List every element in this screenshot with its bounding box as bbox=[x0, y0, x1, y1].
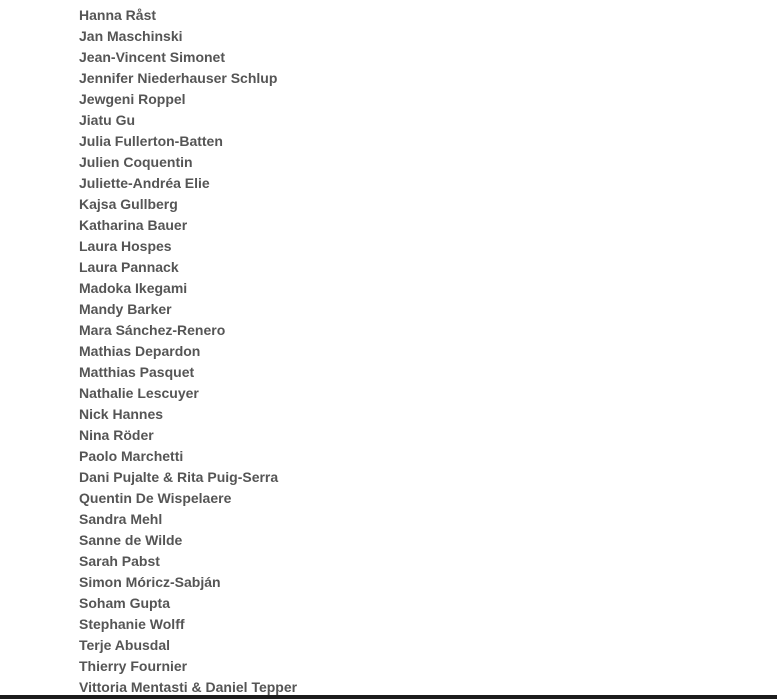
photographer-name-link[interactable]: Sanne de Wilde bbox=[79, 532, 183, 548]
photographer-name-link[interactable]: Julia Fullerton-Batten bbox=[79, 133, 223, 149]
list-item bbox=[79, 446, 297, 467]
list-item bbox=[79, 509, 297, 530]
list-item bbox=[79, 299, 297, 320]
photographer-name-link[interactable]: Dani Pujalte & Rita Puig-Serra bbox=[79, 469, 279, 485]
photographer-name-link[interactable]: Thierry Fournier bbox=[79, 658, 188, 674]
photographer-name-link[interactable]: Vittoria Mentasti & Daniel Tepper bbox=[79, 679, 298, 695]
list-item bbox=[79, 215, 297, 236]
list-item bbox=[79, 236, 297, 257]
photographer-name-link[interactable]: Paolo Marchetti bbox=[79, 448, 184, 464]
photographer-name-link[interactable]: Jean-Vincent Simonet bbox=[79, 49, 226, 65]
photographer-name-link[interactable]: Nina Röder bbox=[79, 427, 154, 443]
list-item bbox=[79, 5, 297, 26]
photographer-name-link[interactable]: Mandy Barker bbox=[79, 301, 172, 317]
list-item bbox=[79, 404, 297, 425]
photographer-name-link[interactable]: Sarah Pabst bbox=[79, 553, 160, 569]
photographer-name-link[interactable]: Soham Gupta bbox=[79, 595, 171, 611]
list-item bbox=[79, 656, 297, 677]
list-item bbox=[79, 488, 297, 509]
list-item bbox=[79, 551, 297, 572]
photographer-name-link[interactable]: Jennifer Niederhauser Schlup bbox=[79, 70, 278, 86]
photographer-name-link[interactable]: Hanna Råst bbox=[79, 7, 157, 23]
list-item bbox=[79, 383, 297, 404]
photographer-name-link[interactable]: Stephanie Wolff bbox=[79, 616, 185, 632]
list-item bbox=[79, 173, 297, 194]
photographer-name-link[interactable]: Mara Sánchez-Renero bbox=[79, 322, 226, 338]
list-item bbox=[79, 110, 297, 131]
list-item bbox=[79, 677, 297, 695]
list-item bbox=[79, 362, 297, 383]
photographer-name-link[interactable]: Juliette-Andréa Elie bbox=[79, 175, 210, 191]
photographer-name-link[interactable]: Jewgeni Roppel bbox=[79, 91, 186, 107]
list-item bbox=[79, 194, 297, 215]
list-item bbox=[79, 572, 297, 593]
photographer-name-link[interactable]: Madoka Ikegami bbox=[79, 280, 188, 296]
list-item bbox=[79, 257, 297, 278]
list-item bbox=[79, 635, 297, 656]
list-item bbox=[79, 152, 297, 173]
list-item bbox=[79, 26, 297, 47]
photographer-name-link[interactable]: Terje Abusdal bbox=[79, 637, 171, 653]
list-item bbox=[79, 530, 297, 551]
photographer-name-link[interactable]: Katharina Bauer bbox=[79, 217, 188, 233]
list-item bbox=[79, 68, 297, 89]
photographer-name-link[interactable]: Nick Hannes bbox=[79, 406, 164, 422]
photographer-name-link[interactable]: Matthias Pasquet bbox=[79, 364, 195, 380]
list-item bbox=[79, 341, 297, 362]
list-item bbox=[79, 425, 297, 446]
photographer-name-link[interactable]: Julien Coquentin bbox=[79, 154, 193, 170]
list-item bbox=[79, 614, 297, 635]
photographer-name-link[interactable]: Jan Maschinski bbox=[79, 28, 183, 44]
photographer-name-link[interactable]: Jiatu Gu bbox=[79, 112, 136, 128]
list-item bbox=[79, 320, 297, 341]
bottom-edge-bar bbox=[0, 695, 777, 699]
list-item bbox=[79, 467, 297, 488]
photographer-name-link[interactable]: Laura Pannack bbox=[79, 259, 179, 275]
list-item bbox=[79, 89, 297, 110]
list-item bbox=[79, 593, 297, 614]
photographer-name-link[interactable]: Laura Hospes bbox=[79, 238, 172, 254]
photographer-name-link[interactable]: Kajsa Gullberg bbox=[79, 196, 178, 212]
photographer-name-link[interactable]: Simon Móricz-Sabján bbox=[79, 574, 221, 590]
list-item bbox=[79, 278, 297, 299]
list-item bbox=[79, 47, 297, 68]
photographer-name-link[interactable]: Sandra Mehl bbox=[79, 511, 163, 527]
photographer-name-link[interactable]: Quentin De Wispelaere bbox=[79, 490, 232, 506]
photographer-list bbox=[79, 0, 297, 695]
list-item bbox=[79, 131, 297, 152]
photographer-name-link[interactable]: Mathias Depardon bbox=[79, 343, 201, 359]
photographer-name-link[interactable]: Nathalie Lescuyer bbox=[79, 385, 199, 401]
